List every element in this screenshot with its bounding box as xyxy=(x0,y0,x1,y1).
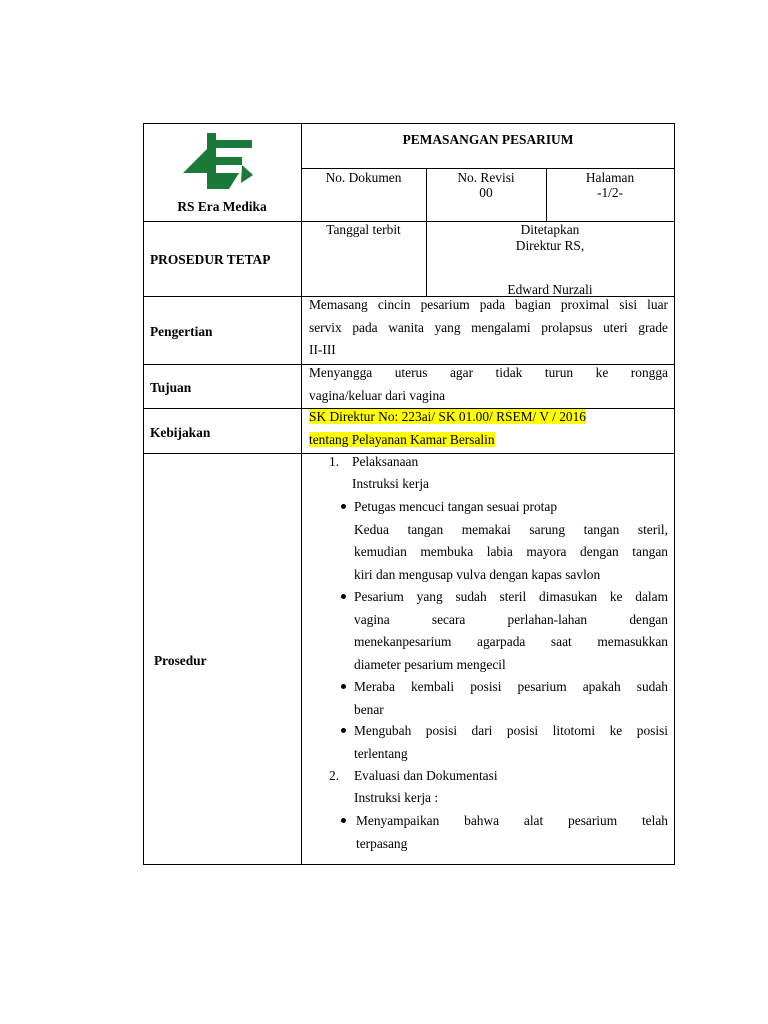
no-dokumen-label: No. Dokumen xyxy=(325,170,402,185)
bullet-2-line-3: menekanpesarium agarpada saat memasukkan xyxy=(354,634,668,649)
tanggal-terbit-label: Tanggal terbit xyxy=(326,222,401,237)
pengertian-text xyxy=(309,294,668,362)
bullet-5-icon xyxy=(341,818,346,823)
doc-title: PEMASANGAN PESARIUM xyxy=(402,132,574,147)
bullet-1-line-2: Kedua tangan memakai sarung tangan steril, xyxy=(354,521,668,537)
bullet-3-text xyxy=(354,676,668,721)
tujuan-label: Tujuan xyxy=(150,380,192,395)
table-border-bottom xyxy=(143,864,675,865)
bullet-2-line-4: diameter pesarium mengecil xyxy=(354,656,506,672)
bullet-1-line-3: kemudian membuka labia mayora dengan tangan xyxy=(354,544,668,559)
hospital-name: RS Era Medika xyxy=(177,199,267,214)
pengertian-line-1: Memasang cincin pesarium pada bagian proximal sisi luar xyxy=(309,297,668,312)
bullet-4-icon xyxy=(341,728,346,733)
bullet-3-icon xyxy=(341,684,346,689)
step1-number: 1. xyxy=(329,454,340,469)
table-border-top xyxy=(143,123,675,124)
bullet-2-icon xyxy=(341,594,346,599)
bullet-4-line-2: terlentang xyxy=(354,745,408,761)
bullet-1-text xyxy=(354,496,668,586)
no-revisi-label: No. Revisi xyxy=(457,170,515,185)
bullet-2-line-1: Pesarium yang sudah steril dimasukan ke dalam xyxy=(354,589,668,604)
step2-instruction: Instruksi kerja : xyxy=(354,790,439,805)
no-revisi-value: 00 xyxy=(479,185,493,200)
bullet-3-line-1: Meraba kembali posisi pesarium apakah sudah xyxy=(354,679,668,694)
tujuan-line-1: Menyangga uterus agar tidak turun ke rongga xyxy=(309,365,668,380)
table-border-left xyxy=(143,123,144,865)
pengertian-line-2: servix pada wanita yang mengalami prolapsus uteri grade xyxy=(309,319,668,335)
bullet-1-icon xyxy=(341,504,346,509)
bullet-1-line-4: kiri dan mengusap vulva dengan kapas savlon xyxy=(354,566,601,582)
direktur-label: Direktur RS, xyxy=(515,238,585,253)
rs-era-medika-logo-icon xyxy=(183,133,255,191)
ditetapkan-label: Ditetapkan xyxy=(520,222,580,237)
bullet-1-line-1: Petugas mencuci tangan sesuai protap xyxy=(354,499,558,514)
step1-title: Pelaksanaan xyxy=(352,454,419,469)
bullet-5-line-2: terpasang xyxy=(356,835,408,851)
kebijakan-text xyxy=(309,406,668,451)
step2-title: Evaluasi dan Dokumentasi xyxy=(354,768,498,783)
bullet-2-text xyxy=(354,586,668,676)
halaman-value: -1/2- xyxy=(596,185,624,200)
bullet-5-line-1: Menyampaikan bahwa alat pesarium telah xyxy=(356,813,668,828)
bullet-5-text xyxy=(356,810,668,855)
prosedur-tetap-label: PROSEDUR TETAP xyxy=(150,252,271,267)
header-divider-1 xyxy=(301,168,675,169)
halaman-label: Halaman xyxy=(585,170,635,185)
bullet-4-text xyxy=(354,720,668,765)
bullet-2-line-2: vagina secara perlahan-lahan dengan xyxy=(354,611,668,627)
bullet-4-line-1: Mengubah posisi dari posisi litotomi ke posisi xyxy=(354,723,668,738)
pengertian-label: Pengertian xyxy=(150,324,213,339)
bullet-3-line-2: benar xyxy=(354,701,384,717)
step1-instruction: Instruksi kerja xyxy=(352,476,429,491)
prosedur-label: Prosedur xyxy=(154,653,207,668)
step2-number: 2. xyxy=(329,768,340,783)
pengertian-line-3: II-III xyxy=(309,342,336,357)
director-name: Edward Nurzali xyxy=(507,282,593,297)
kebijakan-label: Kebijakan xyxy=(150,425,211,440)
kebijakan-line-2: tentang Pelayanan Kamar Bersalin xyxy=(309,431,495,447)
kebijakan-line-1: SK Direktur No: 223ai/ SK 01.00/ RSEM/ V / 2016 xyxy=(309,409,587,424)
tujuan-text xyxy=(309,362,668,407)
tujuan-line-2: vagina/keluar dari vagina xyxy=(309,387,446,403)
table-border-right xyxy=(674,123,675,865)
